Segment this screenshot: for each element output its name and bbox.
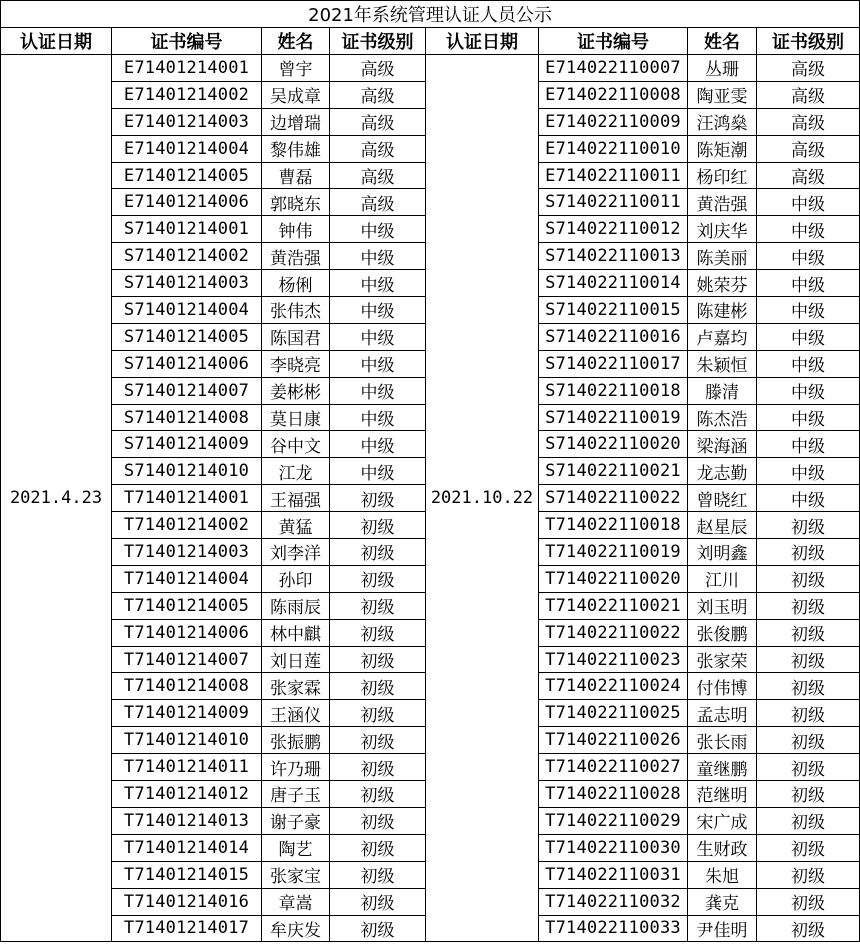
- right-name-cell: 生财政: [688, 834, 757, 861]
- right-code-cell: E714022110007: [539, 55, 688, 82]
- left-code-cell: T71401214003: [112, 539, 262, 566]
- left-name-cell: 黎伟雄: [262, 135, 330, 162]
- table-row: [1, 55, 860, 82]
- right-name-cell: 张家荣: [688, 646, 757, 673]
- right-name-cell: 刘玉明: [688, 592, 757, 619]
- left-code-cell: S71401214010: [112, 458, 262, 485]
- right-name-cell: 张长雨: [688, 727, 757, 754]
- right-level-cell: 初级: [757, 781, 860, 808]
- left-level-cell: 初级: [330, 565, 426, 592]
- left-code-cell: E71401214005: [112, 162, 262, 189]
- left-level-cell: 中级: [330, 350, 426, 377]
- left-code-cell: S71401214003: [112, 270, 262, 297]
- right-name-cell: 朱旭: [688, 861, 757, 888]
- left-name-cell: 许乃珊: [262, 754, 330, 781]
- left-code-cell: E71401214001: [112, 55, 262, 82]
- right-level-cell: 初级: [757, 565, 860, 592]
- right-level-cell: 初级: [757, 619, 860, 646]
- left-level-cell: 初级: [330, 539, 426, 566]
- header-level-left: 证书级别: [330, 28, 426, 55]
- right-code-cell: T714022110033: [539, 915, 688, 942]
- right-level-cell: 中级: [757, 297, 860, 324]
- left-name-cell: 江龙: [262, 458, 330, 485]
- header-name-right: 姓名: [688, 28, 757, 55]
- right-code-cell: T714022110020: [539, 565, 688, 592]
- right-name-cell: 曾晓红: [688, 485, 757, 512]
- right-level-cell: 初级: [757, 888, 860, 915]
- right-code-cell: E714022110008: [539, 81, 688, 108]
- right-code-cell: T714022110025: [539, 700, 688, 727]
- right-code-cell: T714022110031: [539, 861, 688, 888]
- right-level-cell: 初级: [757, 512, 860, 539]
- left-code-cell: S71401214008: [112, 404, 262, 431]
- right-code-cell: E714022110011: [539, 162, 688, 189]
- left-level-cell: 高级: [330, 55, 426, 82]
- left-level-cell: 高级: [330, 108, 426, 135]
- left-code-cell: S71401214002: [112, 243, 262, 270]
- right-code-cell: S714022110022: [539, 485, 688, 512]
- left-level-cell: 初级: [330, 754, 426, 781]
- right-level-cell: 中级: [757, 458, 860, 485]
- left-name-cell: 张家宝: [262, 861, 330, 888]
- left-level-cell: 初级: [330, 727, 426, 754]
- right-name-cell: 尹佳明: [688, 915, 757, 942]
- left-name-cell: 边增瑞: [262, 108, 330, 135]
- left-level-cell: 初级: [330, 700, 426, 727]
- right-code-cell: T714022110022: [539, 619, 688, 646]
- right-name-cell: 龙志勤: [688, 458, 757, 485]
- right-code-cell: S714022110017: [539, 350, 688, 377]
- right-level-cell: 中级: [757, 350, 860, 377]
- right-level-cell: 高级: [757, 108, 860, 135]
- left-code-cell: T71401214017: [112, 915, 262, 942]
- left-code-cell: T71401214007: [112, 646, 262, 673]
- left-code-cell: T71401214005: [112, 592, 262, 619]
- left-code-cell: E71401214004: [112, 135, 262, 162]
- left-level-cell: 初级: [330, 781, 426, 808]
- left-level-cell: 高级: [330, 135, 426, 162]
- left-level-cell: 中级: [330, 216, 426, 243]
- left-name-cell: 张伟杰: [262, 297, 330, 324]
- left-level-cell: 中级: [330, 458, 426, 485]
- right-level-cell: 中级: [757, 485, 860, 512]
- right-code-cell: S714022110013: [539, 243, 688, 270]
- right-name-cell: 陈建彬: [688, 297, 757, 324]
- left-level-cell: 初级: [330, 861, 426, 888]
- left-level-cell: 中级: [330, 377, 426, 404]
- right-code-cell: T714022110018: [539, 512, 688, 539]
- left-name-cell: 谷中文: [262, 431, 330, 458]
- certification-date-left: 2021.4.23: [1, 55, 112, 942]
- left-code-cell: T71401214010: [112, 727, 262, 754]
- left-code-cell: E71401214002: [112, 81, 262, 108]
- right-name-cell: 杨印红: [688, 162, 757, 189]
- right-name-cell: 宋广成: [688, 807, 757, 834]
- left-code-cell: E71401214006: [112, 189, 262, 216]
- left-code-cell: T71401214009: [112, 700, 262, 727]
- left-code-cell: T71401214015: [112, 861, 262, 888]
- left-name-cell: 张家霖: [262, 673, 330, 700]
- left-name-cell: 陈雨辰: [262, 592, 330, 619]
- right-code-cell: T714022110026: [539, 727, 688, 754]
- right-level-cell: 中级: [757, 243, 860, 270]
- right-code-cell: T714022110021: [539, 592, 688, 619]
- left-code-cell: S71401214009: [112, 431, 262, 458]
- right-level-cell: 初级: [757, 754, 860, 781]
- left-code-cell: T71401214008: [112, 673, 262, 700]
- right-name-cell: 汪鸿燊: [688, 108, 757, 135]
- header-row: [1, 28, 860, 55]
- right-name-cell: 滕清: [688, 377, 757, 404]
- left-code-cell: T71401214006: [112, 619, 262, 646]
- right-level-cell: 初级: [757, 700, 860, 727]
- left-code-cell: T71401214002: [112, 512, 262, 539]
- left-level-cell: 中级: [330, 270, 426, 297]
- right-code-cell: S714022110019: [539, 404, 688, 431]
- right-level-cell: 初级: [757, 539, 860, 566]
- table-title: 2021年系统管理认证人员公示: [1, 1, 860, 28]
- right-name-cell: 童继鹏: [688, 754, 757, 781]
- left-name-cell: 刘日莲: [262, 646, 330, 673]
- left-name-cell: 杨俐: [262, 270, 330, 297]
- left-level-cell: 高级: [330, 162, 426, 189]
- right-code-cell: T714022110028: [539, 781, 688, 808]
- right-name-cell: 梁海涵: [688, 431, 757, 458]
- right-name-cell: 范继明: [688, 781, 757, 808]
- left-name-cell: 张振鹏: [262, 727, 330, 754]
- left-level-cell: 初级: [330, 619, 426, 646]
- left-name-cell: 莫日康: [262, 404, 330, 431]
- left-name-cell: 李晓亮: [262, 350, 330, 377]
- right-level-cell: 中级: [757, 189, 860, 216]
- left-code-cell: E71401214003: [112, 108, 262, 135]
- right-name-cell: 丛珊: [688, 55, 757, 82]
- left-level-cell: 高级: [330, 81, 426, 108]
- certification-date-right: 2021.10.22: [426, 55, 539, 942]
- table-body: [1, 55, 860, 942]
- right-code-cell: S714022110018: [539, 377, 688, 404]
- right-level-cell: 初级: [757, 915, 860, 942]
- left-name-cell: 曹磊: [262, 162, 330, 189]
- right-code-cell: S714022110015: [539, 297, 688, 324]
- left-level-cell: 中级: [330, 404, 426, 431]
- left-name-cell: 黄猛: [262, 512, 330, 539]
- right-name-cell: 黄浩强: [688, 189, 757, 216]
- left-name-cell: 孙印: [262, 565, 330, 592]
- left-name-cell: 钟伟: [262, 216, 330, 243]
- left-name-cell: 郭晓东: [262, 189, 330, 216]
- right-level-cell: 中级: [757, 323, 860, 350]
- left-name-cell: 陶艺: [262, 834, 330, 861]
- left-code-cell: S71401214005: [112, 323, 262, 350]
- left-level-cell: 初级: [330, 915, 426, 942]
- left-code-cell: T71401214011: [112, 754, 262, 781]
- left-name-cell: 黄浩强: [262, 243, 330, 270]
- header-code-left: 证书编号: [112, 28, 262, 55]
- right-code-cell: S714022110011: [539, 189, 688, 216]
- left-code-cell: T71401214004: [112, 565, 262, 592]
- right-level-cell: 高级: [757, 162, 860, 189]
- right-code-cell: S714022110012: [539, 216, 688, 243]
- right-name-cell: 付伟博: [688, 673, 757, 700]
- right-level-cell: 初级: [757, 834, 860, 861]
- left-code-cell: S71401214006: [112, 350, 262, 377]
- left-name-cell: 王涵仪: [262, 700, 330, 727]
- right-level-cell: 初级: [757, 861, 860, 888]
- left-name-cell: 王福强: [262, 485, 330, 512]
- left-name-cell: 曾宇: [262, 55, 330, 82]
- left-level-cell: 初级: [330, 646, 426, 673]
- right-name-cell: 陶亚雯: [688, 81, 757, 108]
- left-level-cell: 中级: [330, 243, 426, 270]
- left-name-cell: 吴成章: [262, 81, 330, 108]
- right-name-cell: 卢嘉均: [688, 323, 757, 350]
- header-name-left: 姓名: [262, 28, 330, 55]
- right-level-cell: 初级: [757, 727, 860, 754]
- left-code-cell: T71401214001: [112, 485, 262, 512]
- right-code-cell: S714022110016: [539, 323, 688, 350]
- left-name-cell: 唐子玉: [262, 781, 330, 808]
- right-code-cell: T714022110030: [539, 834, 688, 861]
- left-code-cell: T71401214013: [112, 807, 262, 834]
- header-date-right: 认证日期: [426, 28, 539, 55]
- left-level-cell: 中级: [330, 323, 426, 350]
- left-level-cell: 初级: [330, 512, 426, 539]
- left-code-cell: S71401214001: [112, 216, 262, 243]
- right-code-cell: T714022110027: [539, 754, 688, 781]
- left-code-cell: S71401214007: [112, 377, 262, 404]
- left-code-cell: T71401214012: [112, 781, 262, 808]
- right-code-cell: T714022110032: [539, 888, 688, 915]
- left-name-cell: 章嵩: [262, 888, 330, 915]
- left-name-cell: 林中麒: [262, 619, 330, 646]
- right-name-cell: 龚克: [688, 888, 757, 915]
- left-level-cell: 高级: [330, 189, 426, 216]
- left-level-cell: 初级: [330, 888, 426, 915]
- right-name-cell: 刘明鑫: [688, 539, 757, 566]
- right-code-cell: E714022110009: [539, 108, 688, 135]
- right-level-cell: 中级: [757, 377, 860, 404]
- right-name-cell: 陈杰浩: [688, 404, 757, 431]
- left-level-cell: 初级: [330, 834, 426, 861]
- left-level-cell: 初级: [330, 592, 426, 619]
- right-name-cell: 朱颖恒: [688, 350, 757, 377]
- right-name-cell: 江川: [688, 565, 757, 592]
- right-code-cell: T714022110023: [539, 646, 688, 673]
- right-code-cell: T714022110024: [539, 673, 688, 700]
- left-code-cell: T71401214016: [112, 888, 262, 915]
- right-code-cell: E714022110010: [539, 135, 688, 162]
- right-level-cell: 高级: [757, 135, 860, 162]
- left-level-cell: 初级: [330, 673, 426, 700]
- right-code-cell: S714022110021: [539, 458, 688, 485]
- left-level-cell: 中级: [330, 431, 426, 458]
- right-level-cell: 中级: [757, 431, 860, 458]
- right-code-cell: T714022110029: [539, 807, 688, 834]
- right-level-cell: 中级: [757, 270, 860, 297]
- left-name-cell: 姜彬彬: [262, 377, 330, 404]
- left-level-cell: 初级: [330, 807, 426, 834]
- right-name-cell: 陈矩潮: [688, 135, 757, 162]
- header-date-left: 认证日期: [1, 28, 112, 55]
- right-level-cell: 中级: [757, 404, 860, 431]
- right-level-cell: 高级: [757, 55, 860, 82]
- left-code-cell: T71401214014: [112, 834, 262, 861]
- right-level-cell: 中级: [757, 216, 860, 243]
- left-name-cell: 陈国君: [262, 323, 330, 350]
- right-level-cell: 高级: [757, 81, 860, 108]
- left-level-cell: 初级: [330, 485, 426, 512]
- right-name-cell: 张俊鹏: [688, 619, 757, 646]
- right-name-cell: 陈美丽: [688, 243, 757, 270]
- left-name-cell: 刘李洋: [262, 539, 330, 566]
- header-level-right: 证书级别: [757, 28, 860, 55]
- left-name-cell: 牟庆发: [262, 915, 330, 942]
- right-code-cell: S714022110014: [539, 270, 688, 297]
- right-code-cell: S714022110020: [539, 431, 688, 458]
- left-code-cell: S71401214004: [112, 297, 262, 324]
- right-code-cell: T714022110019: [539, 539, 688, 566]
- right-name-cell: 姚荣芬: [688, 270, 757, 297]
- right-level-cell: 初级: [757, 673, 860, 700]
- left-name-cell: 谢子豪: [262, 807, 330, 834]
- right-name-cell: 赵星辰: [688, 512, 757, 539]
- right-level-cell: 初级: [757, 592, 860, 619]
- right-name-cell: 孟志明: [688, 700, 757, 727]
- header-code-right: 证书编号: [539, 28, 688, 55]
- right-level-cell: 初级: [757, 646, 860, 673]
- left-level-cell: 中级: [330, 297, 426, 324]
- right-level-cell: 初级: [757, 807, 860, 834]
- right-name-cell: 刘庆华: [688, 216, 757, 243]
